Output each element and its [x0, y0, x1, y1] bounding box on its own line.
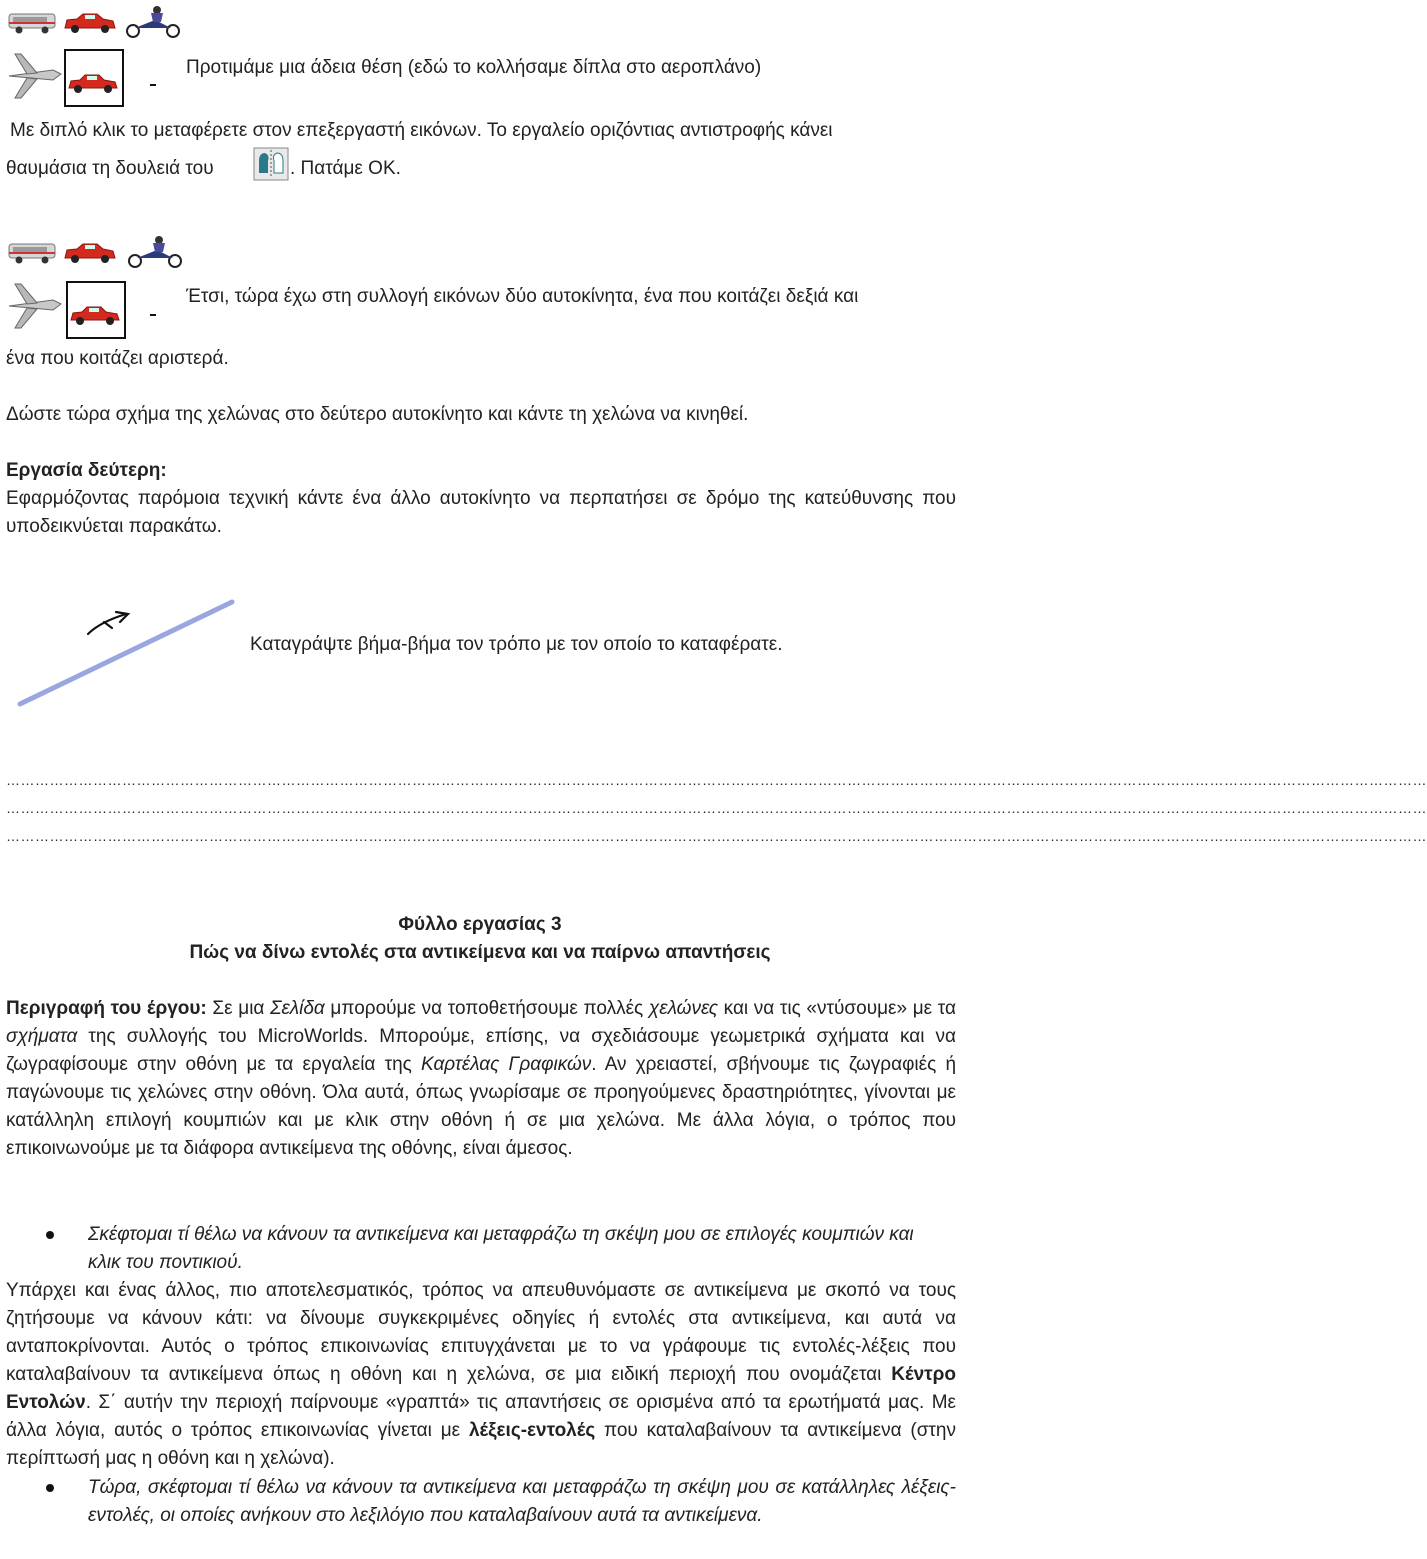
description-label: Περιγραφή του έργου:: [6, 998, 207, 1019]
para2-text: που καταλαβαίνουν τα αντικείμενα (στην περίπτωσή μας η οθόνη και η χελώνα).: [6, 1420, 956, 1469]
horizontal-flip-tool-icon: [253, 147, 289, 181]
desc-text: Σε μια: [206, 998, 271, 1019]
text-line-5: ένα που κοιτάζει αριστερά.: [6, 348, 229, 369]
desc-text: μπορούμε να τοποθετήσουμε πολλές: [324, 998, 649, 1019]
command-center-term: Κέντρο Εντολών: [6, 1364, 956, 1413]
text-line-4: Έτσι, τώρα έχω στη συλλογή εικόνων δύο αυτοκίνητα, ένα που κοιτάζει δεξιά και: [186, 286, 859, 307]
worksheet-subtitle: Πώς να δίνω εντολές στα αντικείμενα και να παίρνω απαντήσεις: [189, 942, 771, 963]
text-line-3a: θαυμάσια τη δουλειά του: [6, 158, 214, 179]
desc-italic-page: Σελίδα: [270, 998, 325, 1019]
task2-text: Εφαρμόζοντας παρόμοια τεχνική κάντε ένα άλλο αυτοκίνητο να περπατήσει σε δρόμο της κατεύθυνσης που υποδεικνύεται παρακάτω.: [6, 488, 956, 537]
desc-italic-shapes: σχήματα: [6, 1026, 78, 1047]
motorbike-icon: [127, 6, 179, 37]
task2-title: Εργασία δεύτερη:: [6, 460, 167, 481]
turtle-arrow-icon: [88, 612, 128, 634]
boxed-car-icon: [65, 50, 123, 106]
commands-paragraph: [6, 1277, 956, 1473]
bullet-1-text: Σκέφτομαι τί θέλω να κάνουν τα αντικείμενα και μεταφράζω τη σκέψη μου σε επιλογές κουμπιών και κλικ του ποντικιού.: [88, 1224, 914, 1273]
worksheet-title: Φύλλο εργασίας 3: [398, 914, 562, 935]
motorbike-icon: [129, 236, 181, 267]
desc-text: . Αν χρειαστεί, σβήνουμε τις ζωγραφιές ή παγώνουμε τις χελώνες στην οθόνη. Όλα αυτά, όπως γνωρίσαμε σε προηγούμενες δραστηριότητες, γίνονται με κατάλληλη επιλογή κουμπιών και με κλικ στην οθόνη ή σε μια χελώνα. Με άλλα λόγια, ο τρόπος που επικοινωνούμε με τα διάφορα αντικείμενα της οθόνης, είναι άμεσος.: [6, 1054, 957, 1159]
record-text: Καταγράψτε βήμα-βήμα τον τρόπο με τον οποίο το καταφέρατε.: [250, 634, 783, 655]
description-paragraph: [6, 995, 956, 1163]
red-car-icon: [65, 14, 115, 33]
text-line-3b: . Πατάμε ΟΚ.: [290, 158, 401, 179]
airplane-icon: [9, 54, 61, 98]
desc-italic-turtles: χελώνες: [648, 998, 719, 1019]
text-line-2: Με διπλό κλικ το μεταφέρετε στον επεξεργαστή εικόνων. Το εργαλείο οριζόντιας αντιστροφής κάνει: [10, 120, 833, 141]
road-direction-diagram: [8, 592, 240, 712]
word-commands-term: λέξεις-εντολές: [468, 1420, 596, 1441]
airplane-icon: [9, 284, 61, 328]
empty-slot-mark: [150, 314, 156, 316]
para2-text: . Σ΄ αυτήν την περιοχή παίρνουμε «γραπτά» τις απαντήσεις σε ορισμένα από τα ερωτήματά μας. Με άλλα λόγια, αυτός ο τρόπος επικοινωνίας γίνεται με: [6, 1392, 956, 1441]
bullet-point: [46, 1231, 54, 1239]
para2-text: Υπάρχει και ένας άλλος, πιο αποτελεσματικός, τρόπος να απευθυνόμαστε σε αντικείμενα με σκοπό να τους ζητήσουμε να κάνουν κάτι: να δίνουμε συγκεκριμένες οδηγίες ή εντολές στα αντικείμενα, και αυτά να ανταποκρίνονται. Αυτός ο τρόπος επικοινωνίας επιτυγχάνεται με το να γράφουμε τις εντολές-λέξεις που καταλαβαίνουν τα αντικείμενα όπως η οθόνη και η χελώνα, σε μια ειδική περιοχή που ονομάζεται: [6, 1280, 956, 1385]
bus-icon: [9, 14, 55, 34]
text-line-1: Προτιμάμε μια άδεια θέση (εδώ το κολλήσαμε δίπλα στο αεροπλάνο): [186, 57, 762, 78]
desc-text: και να τις «ντύσουμε» με τα: [718, 998, 956, 1019]
empty-slot-mark: [150, 84, 156, 86]
boxed-car-icon: [67, 282, 125, 338]
red-car-icon: [65, 244, 115, 263]
desc-text: της συλλογής του MicroWorlds. Μπορούμε, επίσης, να σχεδιάσουμε γεωμετρικά σχήματα και να ζωγραφίσουμε στην οθόνη με τα εργαλεία της: [6, 1026, 956, 1075]
text-line-6: Δώστε τώρα σχήμα της χελώνας στο δεύτερο αυτοκίνητο και κάντε τη χελώνα να κινηθεί.: [6, 404, 749, 425]
shapes-palette-image-1: [5, 4, 183, 114]
answer-line-3: ……………………………………………………………………………………………………………………………………………………………………………………………………………………………………………………………………: [6, 828, 1427, 844]
desc-italic-graphics-tab: Καρτέλας Γραφικών: [421, 1054, 592, 1075]
bullet-point: [46, 1484, 54, 1492]
shapes-palette-image-2: [5, 234, 185, 346]
bus-icon: [9, 244, 55, 264]
answer-line-1: ……………………………………………………………………………………………………………………………………………………………………………………………………………………………………………………………………: [6, 772, 1427, 788]
answer-line-2: ……………………………………………………………………………………………………………………………………………………………………………………………………………………………………………………………………: [6, 800, 1427, 816]
bullet-2-text: Τώρα, σκέφτομαι τί θέλω να κάνουν τα αντικείμενα και μεταφράζω τη σκέψη μου σε κατάλληλες λέξεις-εντολές, οι οποίες ανήκουν στο λεξιλόγιο που καταλαβαίνουν αυτά τα αντικείμενα.: [88, 1477, 956, 1526]
